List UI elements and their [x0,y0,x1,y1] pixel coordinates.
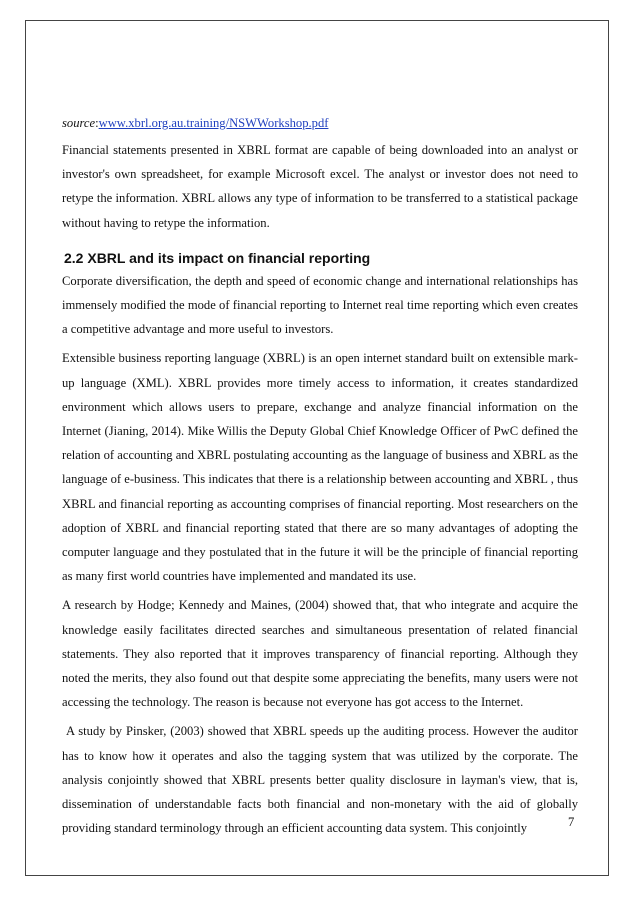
paragraph-extensible-reporting: Extensible business reporting language (XBRL) is an open internet standard built on extensible mark-up language (XML). XBRL provides more timely access to information, it creates standardized environment which allows users to prepare, exchange and analyze financial information on the Internet (Jianing, 2014). Mike Willis the Deputy Global Chief Knowledge Officer of PwC defined the relation of accounting and XBRL postulating accounting as the language of business and XBRL as the language of e-business. This indicates that there is a relationship between accounting and XBRL , thus XBRL and financial reporting as accounting comprises of financial reporting. Most researchers on the adoption of XBRL and financial reporting stated that there are so many advantages of adopting the computer language and they postulated that in the future it will be the principle of financial reporting as many first world countries have implemented and mandated its use. [62,351,578,584]
paragraph-xbrl-format: Financial statements presented in XBRL format are capable of being downloaded into an analyst or investor's own spreadsheet, for example Microsoft excel. The analyst or investor does not need to retype the information. XBRL allows any type of information to be transferred to a statistical package without having to retype the information. [62,143,578,230]
paragraph-hodge-research: A research by Hodge; Kennedy and Maines, (2004) showed that, that who integrate and acquire the knowledge easily facilitates directed searches and simultaneous presentation of related financial statements. They also reported that it improves transparency of financial reporting. Although they noted the merits, they also found out that despite some appreciating the benefits, many users were not accessing the technology. The reason is because not everyone has got access to the Internet. [62,598,578,710]
source-citation [62,113,578,133]
document-body [62,113,578,845]
paragraph-corporate-diversification: Corporate diversification, the depth and speed of economic change and international relationships has immensely modified the mode of financial reporting to Internet real time reporting which even creates a competitive advantage and more useful to investors. [62,273,578,337]
source-label: source [62,116,96,130]
page-number: 7 [568,815,575,829]
section-heading: 2.2 XBRL and its impact on financial reporting [64,249,371,266]
source-separator: : [95,116,99,130]
paragraph-pinsker-study: A study by Pinsker, (2003) showed that XBRL speeds up the auditing process. However the auditor has to know how it operates and also the tagging system that was utilized by the corporate. The analysis conjointly showed that XBRL presents better quality disclosure in layman's view, that is, dissemination of understandable facts both financial and non-monetary with the aid of globally providing standard terminology through an efficient accounting data system. This conjointly [62,724,578,836]
source-link[interactable]: www.xbrl.org.au.training/NSWWorkshop.pdf [98,116,329,130]
